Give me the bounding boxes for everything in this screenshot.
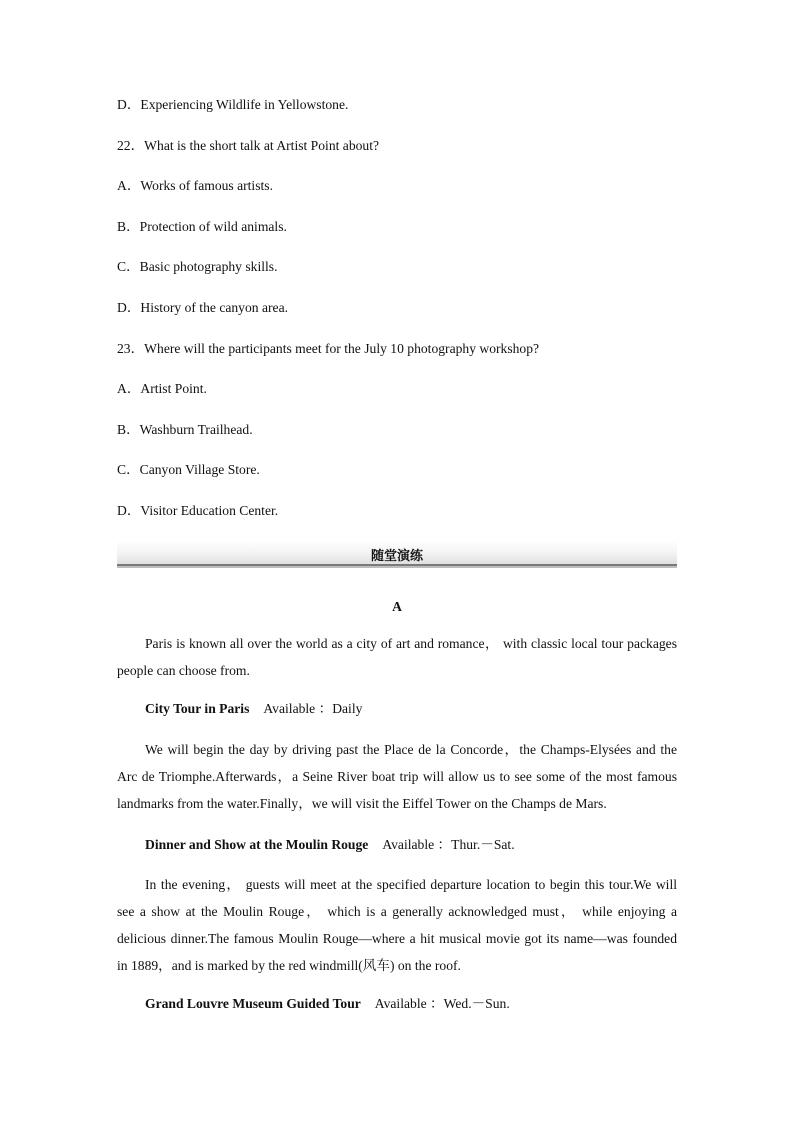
option-c-q22: C．Basic photography skills. (117, 259, 278, 274)
option-c-q23: C．Canyon Village Store. (117, 462, 260, 477)
tour-availability: Available ：Wed.－Sun. (374, 996, 510, 1011)
passage-intro: Paris is known all over the world as a city of art and romance， with classic local tour packages people can choose from. (117, 636, 677, 678)
section-rule-shadow (117, 566, 677, 568)
option-b-q22: B．Protection of wild animals. (117, 219, 287, 234)
tour-description-moulin-rouge: In the evening， guests will meet at the specified departure location to begin this tour.We will see a show at the Moulin Rouge， which is a generally acknowledged must， while enjoying a delicious dinner.The famous Moulin Rouge—where a hit musical movie got its name—was founded in 1889，and is marked by the red windmill(风车) on the roof. (117, 877, 677, 973)
question-22: 22．What is the short talk at Artist Point about? (117, 138, 380, 153)
option-d-q21: D．Experiencing Wildlife in Yellowstone. (117, 97, 349, 112)
tour-description-city: We will begin the day by driving past the Place de la Concorde，the Champs-Elysées and the Arc de Triomphe.Afterwards，a Seine River boat trip will allow us to see some of the most famous landmarks from the water.Finally，we will visit the Eiffel Tower on the Champs de Mars. (117, 742, 677, 811)
option-a-q23: A．Artist Point. (117, 381, 207, 396)
question-23: 23．Where will the participants meet for the July 10 photography workshop? (117, 341, 540, 356)
option-d-q22: D．History of the canyon area. (117, 300, 288, 315)
tour-name: Dinner and Show at the Moulin Rouge (145, 837, 369, 852)
option-d-q23: D．Visitor Education Center. (117, 503, 279, 518)
tour-heading-louvre (145, 996, 510, 1012)
section-title: 随堂演练 (370, 549, 423, 564)
tour-heading-moulin-rouge (145, 837, 515, 853)
tour-availability: Available ：Thur.－Sat. (382, 837, 515, 852)
passage-label: A (392, 599, 402, 614)
tour-name: City Tour in Paris (145, 701, 250, 716)
option-a-q22: A．Works of famous artists. (117, 178, 273, 193)
option-b-q23: B．Washburn Trailhead. (117, 422, 253, 437)
section-banner (117, 540, 677, 568)
tour-name: Grand Louvre Museum Guided Tour (145, 996, 361, 1011)
tour-heading-city (145, 701, 362, 717)
tour-availability: Available ：Daily (263, 701, 363, 716)
